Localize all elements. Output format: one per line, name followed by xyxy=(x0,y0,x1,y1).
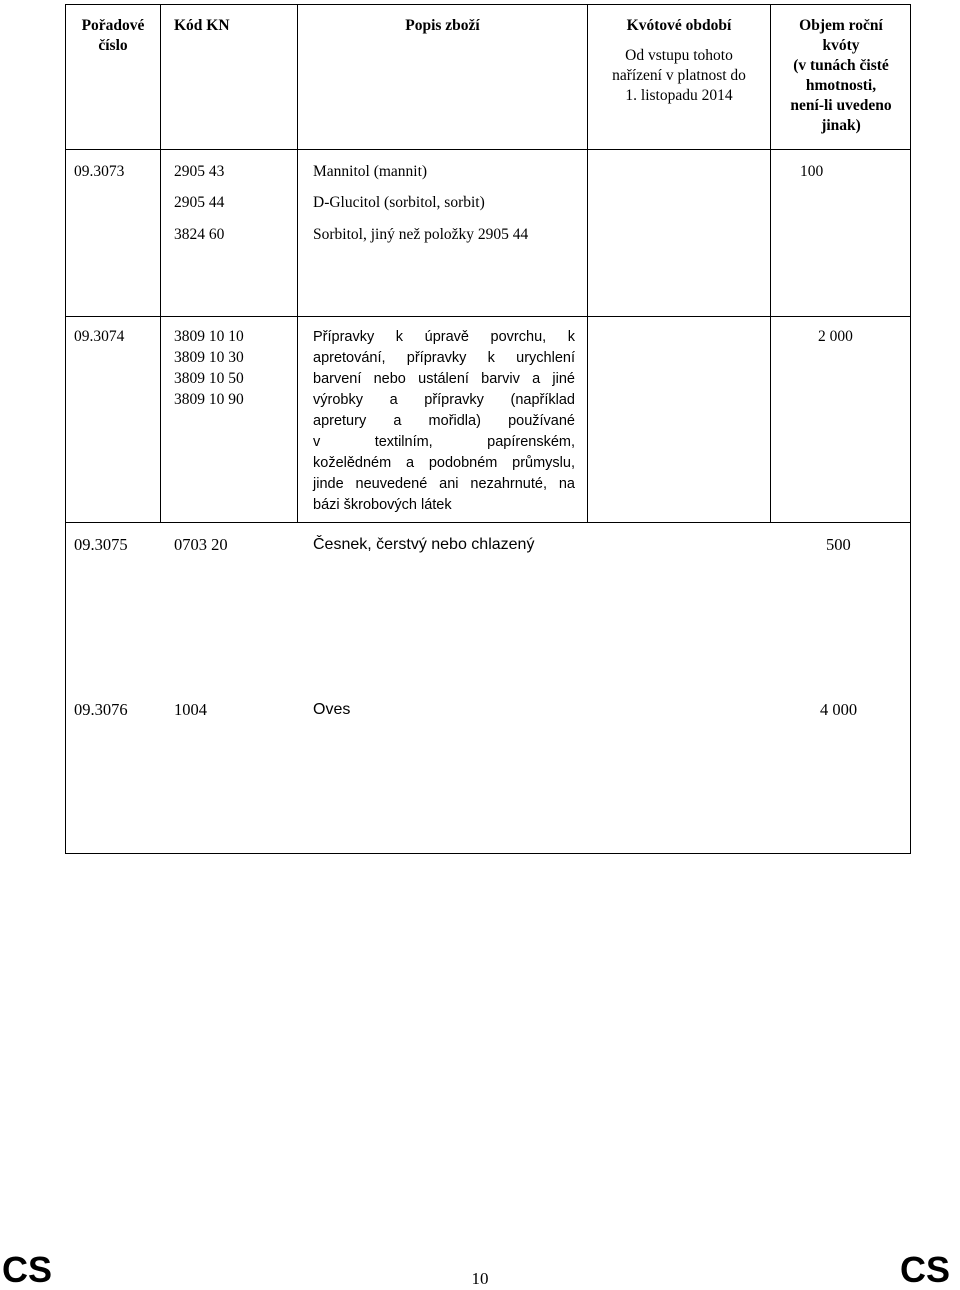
cn-code: 3809 10 50 xyxy=(174,370,244,387)
cn-code: 3809 10 90 xyxy=(174,391,244,408)
header-col-volume: Objem roční kvóty (v tunách čisté hmotnosti, není-li uvedeno jinak) xyxy=(790,17,892,134)
cn-code: 3809 10 30 xyxy=(174,349,244,366)
col-divider-2 xyxy=(297,4,298,522)
footer-language-right: CS xyxy=(900,1249,951,1290)
cn-code: 3824 60 xyxy=(174,226,225,243)
goods-description: Česnek, čerstvý nebo chlazený xyxy=(313,536,535,553)
row-divider-2 xyxy=(65,522,911,523)
quota-volume: 4 000 xyxy=(820,700,858,719)
quota-volume: 2 000 xyxy=(818,328,853,345)
cn-code: 1004 xyxy=(174,700,207,719)
footer-language-left: CS xyxy=(2,1249,53,1290)
row-number: 09.3073 xyxy=(74,163,125,180)
header-divider xyxy=(65,149,911,150)
quota-volume: 100 xyxy=(800,163,824,180)
header-col-number: Pořadové číslo xyxy=(81,17,145,54)
header-col-code: Kód KN xyxy=(174,17,230,34)
row-number: 09.3076 xyxy=(74,700,128,719)
goods-description: Přípravky k úpravě povrchu, k apretování, přípravky k urychlení barvení nebo ustálení barviv a jiné výrobky a přípravky (například apretury a mořidla) používané v textilním, papírenském, koželědném a podobném průmyslu, jinde neuvedené ani nezahrnuté, na bázi škrobových látek xyxy=(313,329,575,513)
header-col-description: Popis zboží xyxy=(405,17,480,34)
cn-code: 2905 43 xyxy=(174,163,225,180)
row-number: 09.3074 xyxy=(74,328,125,345)
goods-description: Oves xyxy=(313,701,351,718)
col-divider-1 xyxy=(160,4,161,522)
cn-code: 2905 44 xyxy=(174,194,225,211)
goods-description: Mannitol (mannit) xyxy=(313,163,428,180)
cn-code: 0703 20 xyxy=(174,535,228,554)
row-number: 09.3075 xyxy=(74,535,128,554)
goods-description: Sorbitol, jiný než položky 2905 44 xyxy=(313,226,529,243)
quota-volume: 500 xyxy=(826,535,851,554)
header-col-period: Kvótové období Od vstupu tohoto nařízení v platnost do 1. listopadu 2014 xyxy=(612,17,746,104)
page-number: 10 xyxy=(471,1269,489,1288)
goods-description: D-Glucitol (sorbitol, sorbit) xyxy=(313,194,485,211)
cn-code: 3809 10 10 xyxy=(174,328,244,345)
row-divider-1 xyxy=(65,316,911,317)
